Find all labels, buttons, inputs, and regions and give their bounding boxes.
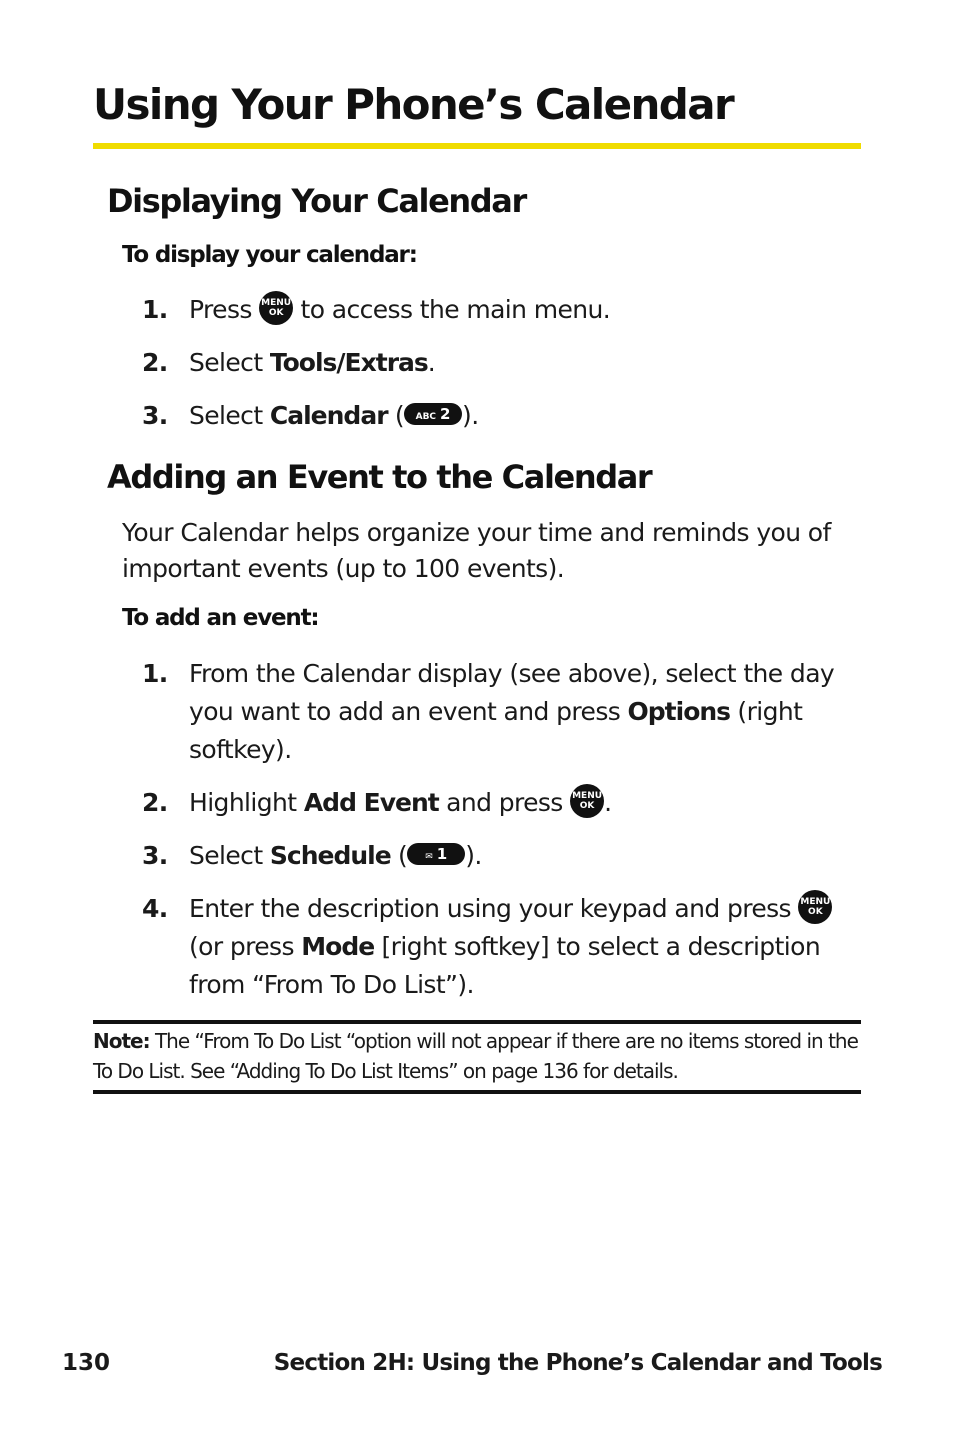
procedure-label-display: To display your calendar:	[122, 242, 417, 268]
step-text: (right softkey).	[189, 697, 803, 764]
step-text: (or press	[189, 932, 294, 961]
step-text: Select	[189, 401, 263, 430]
step-number: 4.	[142, 894, 168, 923]
step-text: ).	[462, 401, 479, 430]
footer-section-title: Section 2H: Using the Phone’s Calendar and Tools	[273, 1350, 882, 1376]
step-number: 2.	[142, 788, 168, 817]
step-text: Select	[189, 348, 263, 377]
menu-item-calendar: Calendar	[269, 401, 388, 430]
menu-ok-key-icon: MENU OK	[259, 291, 293, 325]
step-text: [right softkey] to select a description from “From To Do List”).	[189, 932, 821, 999]
intro-paragraph: Your Calendar helps organize your time and reminds you of important events (up to 100 events).	[122, 518, 831, 583]
note-box	[93, 1026, 861, 1086]
step-number: 3.	[142, 841, 168, 870]
step-text: (	[390, 841, 408, 870]
step-text: Enter the description using your keypad and press	[189, 894, 791, 923]
page-title: Using Your Phone’s Calendar	[93, 80, 734, 129]
note-bottom-rule	[93, 1090, 861, 1094]
menu-item-tools-extras: Tools/Extras	[269, 348, 428, 377]
step-text: Select	[189, 841, 263, 870]
step-number: 1.	[142, 295, 168, 324]
note-label: Note:	[93, 1029, 150, 1053]
menu-item-add-event: Add Event	[303, 788, 439, 817]
step-number: 2.	[142, 348, 168, 377]
softkey-options: Options	[627, 697, 731, 726]
section-heading-adding-event: Adding an Event to the Calendar	[107, 458, 652, 496]
step-text: .	[427, 348, 436, 377]
procedure-label-add: To add an event:	[122, 605, 319, 631]
step-number: 3.	[142, 401, 168, 430]
step-text: Highlight	[189, 788, 297, 817]
title-rule	[93, 143, 861, 149]
abc-2-key-icon: ABC 2	[404, 403, 462, 425]
step-text: and press	[446, 788, 563, 817]
step-text: to access the main menu.	[300, 295, 611, 324]
softkey-mode: Mode	[301, 932, 375, 961]
menu-item-schedule: Schedule	[269, 841, 391, 870]
page-number: 130	[62, 1350, 111, 1376]
menu-ok-key-icon: MENU OK	[798, 890, 832, 924]
note-top-rule	[93, 1020, 861, 1024]
step-text: .	[604, 788, 612, 817]
section-heading-displaying: Displaying Your Calendar	[107, 182, 526, 220]
menu-ok-key-icon: MENU OK	[570, 784, 604, 818]
step-text: ).	[465, 841, 482, 870]
step-text: (	[387, 401, 405, 430]
step-text: From the Calendar display (see above), select the day you want to add an event and press	[189, 659, 835, 726]
envelope-1-key-icon: ✉ 1	[407, 843, 465, 865]
step-text: Press	[189, 295, 252, 324]
step-number: 1.	[142, 659, 168, 688]
note-text: The “From To Do List “option will not appear if there are no items stored in the To Do List. See “Adding To Do List Items” on page 136 for details.	[93, 1029, 858, 1083]
